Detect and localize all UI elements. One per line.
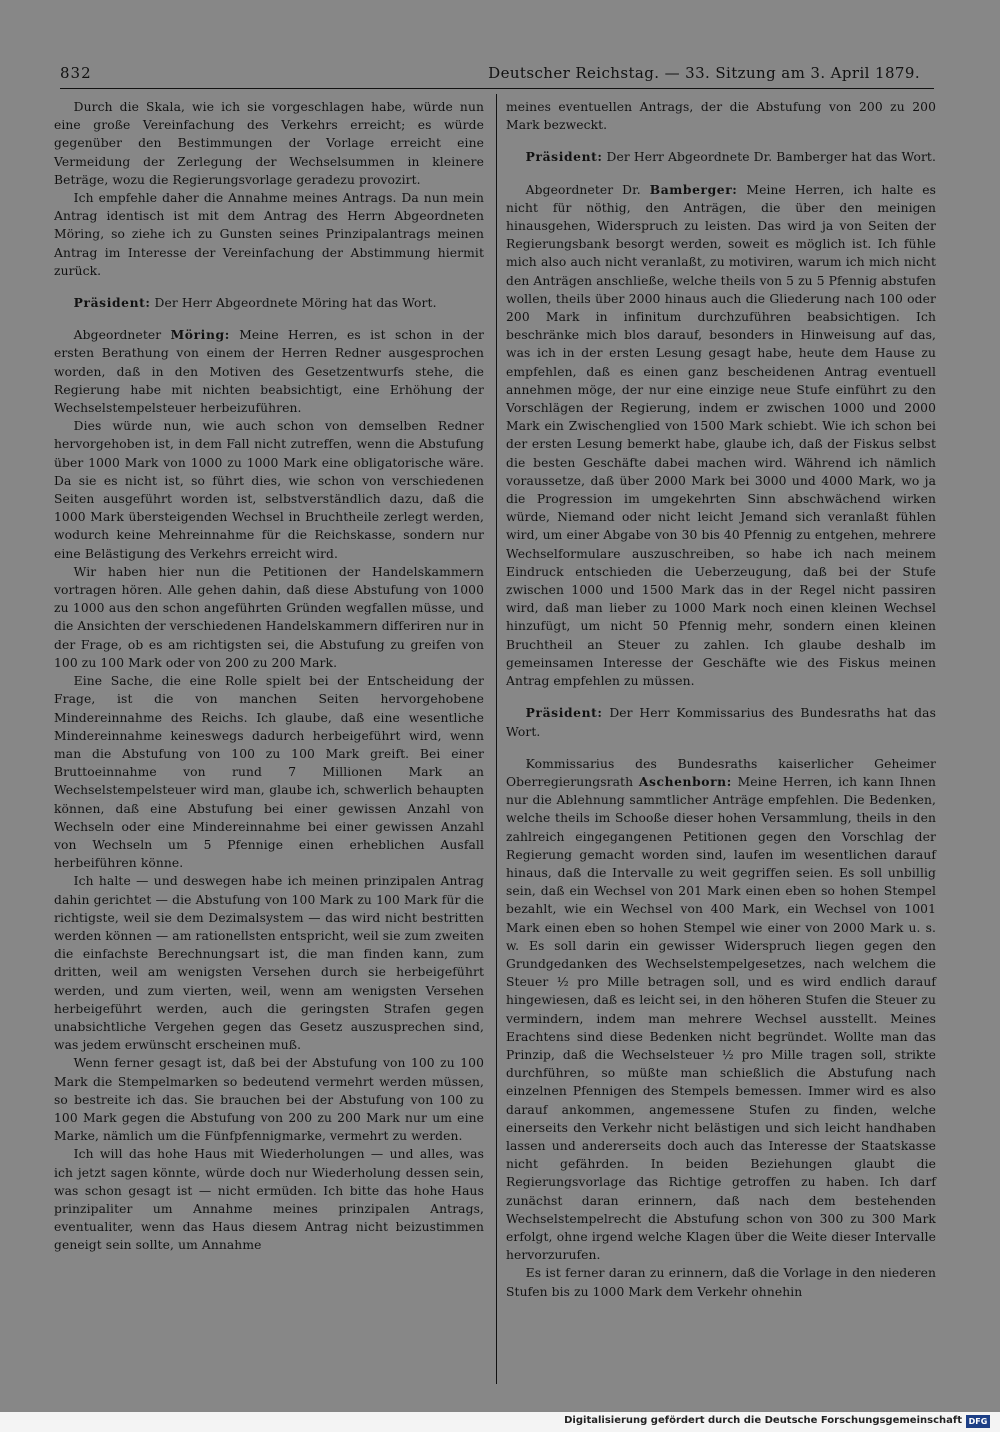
footer-credit: Digitalisierung gefördert durch die Deutsche Forschungsgemeinschaft bbox=[564, 1415, 962, 1426]
right-column bbox=[506, 98, 936, 1301]
paragraph bbox=[54, 326, 484, 417]
paragraph-text: meines eventuellen Antrags, der die Abstufung von 200 zu 200 Mark bezweckt. bbox=[506, 100, 936, 133]
speaker-name: Aschenborn: bbox=[638, 773, 732, 789]
paragraph bbox=[506, 1264, 936, 1300]
paragraph-text: Ich will das hohe Haus mit Wiederholungen — und alles, was ich jetzt sagen könnte, würde doch nur Wiederholung dessen sein, was schon gesagt ist — nicht ermüden. Ich bitte das hohe Haus prinzipaliter um Annahme meines prinzipalen Antrags, eventualiter, wenn das Haus diesem Antrag nicht beizustimmen geneigt sein sollte, um Annahme bbox=[54, 1147, 484, 1253]
paragraph-text: Ich halte — und deswegen habe ich meinen prinzipalen Antrag dahin gerichtet — die Abstufung von 100 Mark zu 100 Mark für die richtigste, weil sie dem Dezimalsystem — das wird nicht bestritten werden können — am rationellsten entspricht, weil sie zum zweiten die einfachste Berechnungsart ist, die man finden kann, zum dritten, weil am wenigsten Versehen durch sie herbeigeführt werden, und zum vierten, weil, wenn am wenigsten Versehen herbeigeführt werden, auch die geringsten Strafen gegen unabsichtliche Vergehen gegen das Gesetz auszusprechen sind, was jedem erwünscht erscheinen muß. bbox=[54, 874, 484, 1053]
paragraph-text: Durch die Skala, wie ich sie vorgeschlagen habe, würde nun eine große Vereinfachung des Verkehrs erreicht; es würde gegenüber den Bestimmungen der Vorlage erreicht eine Vermeidung der Zerlegung der Wechselsummen in kleinere Beträge, wozu die Regierungsvorlage geradezu provozirt. bbox=[54, 100, 484, 187]
paragraph bbox=[506, 98, 936, 134]
header-rule bbox=[60, 88, 934, 89]
paragraph-text: Der Herr Kommissarius des Bundesraths hat das Wort. bbox=[506, 706, 936, 739]
paragraph-text: Es ist ferner daran zu erinnern, daß die Vorlage in den niederen Stufen bis zu 1000 Mark dem Verkehr ohnehin bbox=[506, 1266, 936, 1299]
paragraph bbox=[54, 189, 484, 280]
paragraph bbox=[506, 181, 936, 691]
paragraph bbox=[506, 755, 936, 1265]
paragraph bbox=[54, 1054, 484, 1145]
paragraph-text: Ich empfehle daher die Annahme meines Antrags. Da nun mein Antrag identisch ist mit dem Antrag des Herrn Abgeordneten Möring, so ziehe ich zu Gunsten seines Prinzipalantrags meinen Antrag im Interesse der Vereinfachung der Abstimmung hiermit zurück. bbox=[54, 191, 484, 278]
speaker-name: Präsident: bbox=[525, 705, 603, 721]
speaker-title: Abgeordneter Dr. bbox=[525, 182, 650, 197]
paragraph-text: Wenn ferner gesagt ist, daß bei der Abstufung von 100 zu 100 Mark die Stempelmarken so bedeutend vermehrt werden müssen, so bestreite ich das. Sie brauchen bei der Abstufung von 100 zu 100 Mark gegen die Abstufung von 200 zu 200 Mark nur um eine Marke, nämlich um die Fünfpfennigmarke, vermehrt zu werden. bbox=[54, 1056, 484, 1144]
paragraph bbox=[54, 563, 484, 672]
paragraph-text: Meine Herren, ich halte es nicht für nöthig, den Anträgen, die über den meinigen hinausgehen, Widerspruch zu leisten. Das wird ja von Seiten der Regierungsbank besorgt werden, soweit es möglich ist. Ich fühle mich also auch nicht veranlaßt, zu motiviren, warum ich mich nicht den Anträgen anschließe, welche theils von 5 zu 5 Pfennig abstufen wollen, theils über 2000 hinaus auch die Gliederung nach 100 oder 200 Mark in infinitum durchzuführen beabsichtigen. Ich beschränke mich blos darauf, besonders in Hinweisung auf das, was ich in der ersten Lesung gesagt habe, heute dem Hause zu empfehlen, daß es einen ganz bescheidenen Antrag eventuell annehmen möge, der nur eine einzige neue Stufe einführt zu den Vorschlägen der Regierung, indem er zwischen 1000 und 2000 Mark ein Zwischenglied von 1500 Mark schiebt. Wie ich schon bei der ersten Lesung bemerkt habe, glaube ich, daß der Fiskus selbst die besten Geschäfte dabei machen wird. Während ich nämlich voraussetze, daß über 2000 Mark bei 3000 und 4000 Mark, wo ja die Progression im umgekehrten Sinn abschwächend wirken würde, Niemand oder nicht leicht Jemand sich veranlaßt fühlen wird, um einer Abgabe von 30 bis 40 Pfennig zu entgehen, mehrere Wechselformulare auszuschreiben, so habe ich nach meinem Eindruck entschieden die Ueberzeugung, daß bei der Stufe zwischen 1000 und 1500 Mark das in der Regel nicht passiren wird, daß man lieber zu 1000 Mark noch einen kleinen Wechsel hinzufügt, um nicht 50 Pfennig mehr, sondern einen kleinen Bruchtheil an Steuer zu zahlen. Ich glaube deshalb im gemeinsamen Interesse der Geschäfte wie des Fiskus meinen Antrag empfehlen zu müssen. bbox=[506, 182, 937, 689]
paragraph bbox=[54, 872, 484, 1054]
paragraph bbox=[506, 148, 936, 166]
page-header bbox=[60, 64, 934, 88]
paragraph bbox=[54, 98, 484, 189]
dfg-logo-icon: DFG bbox=[966, 1415, 990, 1428]
paragraph-text: Meine Herren, es ist schon in der ersten Berathung von einem der Herren Redner ausgesprochen worden, daß in den Motiven des Gesetzentwurfs stehe, die Regierung habe mit nichten beabsichtigt, eine Erhöhung der Wechselstempelsteuer herbeizuführen. bbox=[54, 328, 485, 416]
paragraph-text: Der Herr Abgeordnete Möring hat das Wort. bbox=[150, 296, 437, 311]
paragraph bbox=[54, 672, 484, 872]
paragraph-text: Eine Sache, die eine Rolle spielt bei der Entscheidung der Frage, ist die von manchen Seiten hervorgehobene Mindereinnahme des Reichs. Ich glaube, daß eine wesentliche Mindereinnahme keineswegs dadurch herbeigeführt wird, wenn man die Abstufung von 100 zu 100 Mark greift. Bei einer Bruttoeinnahme von rund 7 Millionen Mark an Wechselstempelsteuer wird man, glaube ich, schwerlich behaupten können, daß eine Abstufung bei einer gewissen Anzahl von Wechseln oder eine Mindereinnahme bei einer gewissen Anzahl von Wechseln um 5 Pfennige einen erheblichen Ausfall herbeiführen könne. bbox=[54, 674, 484, 871]
speaker-title: Kommissarius des Bundesraths kaiserlicher Geheimer Oberregierungsrath bbox=[506, 756, 936, 789]
speaker-name: Präsident: bbox=[525, 149, 603, 165]
paragraph-text: Meine Herren, ich kann Ihnen nur die Ablehnung sammtlicher Anträge empfehlen. Die Bedenken, welche theils im Schooße dieser hohen Versammlung, theils in den zahlreich eingegangenen Petitionen gegen den Vorschlag der Regierung gemacht worden sind, laufen im wesentlichen darauf hinaus, daß die Intervalle zu weit gegriffen seien. Es soll unbillig sein, daß ein Wechsel von 201 Mark einen eben so hohen Stempel bezahlt, wie ein Wechsel von 400 Mark, ein Wechsel von 1001 Mark einen eben so hohen Stempel wie einer von 2000 Mark u. s. w. Es soll darin ein gewisser Widerspruch liegen gegen den Grundgedanken des Wechselstempelgesetzes, nach welchem die Steuer ½ pro Mille betragen soll, und es wird endlich darauf hingewiesen, daß es leicht sei, in den höheren Stufen die Steuer zu vermindern, indem man mehrere Wechsel ausstellt. Meines Erachtens sind diese Bedenken nicht begründet. Wollte man das Prinzip, daß die Wechselsteuer ½ pro Mille tragen soll, strikte durchführen, so müßte man schießlich die Abstufung nach einzelnen Pfennigen des Stempels bemessen. Immer wird es also darauf ankommen, angemessene Stufen zu finden, welche einerseits den Verkehr nicht belästigen und sich leicht handhaben lassen und andererseits doch auch das Interesse der Staatskasse nicht gefährden. In beiden Beziehungen glaubt die Regierungsvorlage das Richtige getroffen zu haben. Ich darf zunächst daran erinnern, daß nach dem bestehenden Wechselstempelrecht die Abstufung schon von 300 zu 300 Mark erfolgt, ohne irgend welche Klagen über die Weite dieser Intervalle hervorzurufen. bbox=[506, 774, 936, 1263]
speaker-name: Möring: bbox=[170, 327, 230, 343]
paragraph bbox=[54, 1145, 484, 1254]
speaker-name: Bamberger: bbox=[649, 181, 738, 197]
paragraph-text: Wir haben hier nun die Petitionen der Handelskammern vortragen hören. Alle gehen dahin, daß diese Abstufung von 1000 zu 1000 aus den schon angeführten Gründen wegfallen müsse, und die Ansichten der verschiedenen Handelskammern differiren nur in der Frage, ob es am richtigsten sei, die Abstufung zu greifen von 100 zu 100 Mark oder von 200 zu 200 Mark. bbox=[54, 564, 484, 670]
paragraph bbox=[54, 294, 484, 312]
column-divider bbox=[496, 94, 497, 1384]
speaker-title: Abgeordneter bbox=[73, 328, 171, 343]
paragraph-text: Der Herr Abgeordnete Dr. Bamberger hat das Wort. bbox=[602, 150, 936, 165]
paragraph bbox=[54, 417, 484, 563]
page-number: 832 bbox=[60, 64, 92, 82]
speaker-name: Präsident: bbox=[73, 295, 151, 311]
paragraph-text: Dies würde nun, wie auch schon von demselben Redner hervorgehoben ist, in dem Fall nicht zutreffen, wenn die Abstufung über 1000 Mark von 1000 zu 1000 Mark eine obligatorische wäre. Da sie es nicht ist, so führt dies, wie schon von verschiedenen Seiten ausgeführt worden ist, selbstverständlich dazu, daß die 1000 Mark übersteigenden Wechsel in Bruchtheile zerlegt werden, wodurch keine Mehreinnahme für die Reichskasse, sondern nur eine Belästigung des Verkehrs erreicht wird. bbox=[54, 419, 484, 561]
paragraph bbox=[506, 704, 936, 740]
running-title: Deutscher Reichstag. — 33. Sitzung am 3. April 1879. bbox=[488, 64, 920, 82]
left-column bbox=[54, 98, 484, 1255]
